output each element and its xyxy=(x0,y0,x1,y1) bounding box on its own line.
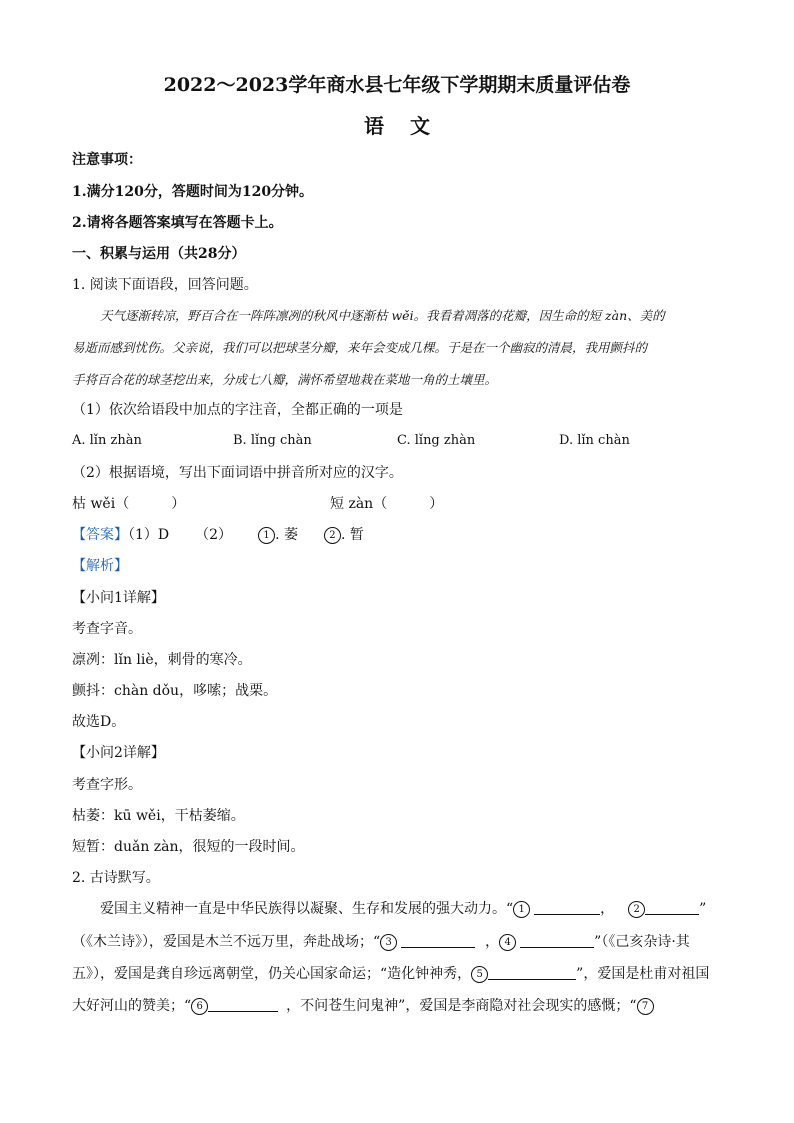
answer-part-1: （1）D xyxy=(128,527,170,543)
answer-part-2: （2） xyxy=(195,527,233,543)
poem-paragraph-line-1 xyxy=(100,899,752,919)
circled-number-2: 2 xyxy=(324,527,341,544)
circled-number-1: 1 xyxy=(258,527,275,544)
poem-paragraph-line-3 xyxy=(72,964,724,984)
circled-number-blank: 7 xyxy=(637,998,654,1015)
sub-q1-line: 颤抖：chàn dǒu，哆嗦；战栗。 xyxy=(72,683,278,699)
circled-number-blank: 4 xyxy=(499,934,516,951)
answer-line xyxy=(72,525,364,545)
section-1-title: 一、积累与运用（共28分） xyxy=(72,246,246,262)
circled-number-blank: 5 xyxy=(471,966,488,983)
answer-blank[interactable] xyxy=(401,933,475,948)
poem-text: ， xyxy=(485,934,500,950)
answer-char-1: . 萎 xyxy=(275,527,298,543)
sub-q2-line: 枯萎：kū wěi，干枯萎缩。 xyxy=(72,808,245,824)
notice-item-2: 2.请将各题答案填写在答题卡上。 xyxy=(72,215,283,231)
answer-char-2: . 暂 xyxy=(340,527,364,543)
question-2-stem: 2. 古诗默写。 xyxy=(72,870,160,886)
sub-q1-heading: 【小问1详解】 xyxy=(72,590,165,606)
analysis-tag: 【解析】 xyxy=(72,558,128,574)
passage-line-3: 手将百合花的球茎挖出来，分成七八瓣，满怀希望地栽在菜地一角的土壤里。 xyxy=(72,372,498,387)
option-a: A. lǐn zhàn xyxy=(72,433,142,448)
circled-number-blank: 3 xyxy=(380,934,397,951)
option-b: B. lǐng chàn xyxy=(233,433,312,448)
answer-blank[interactable] xyxy=(520,933,594,948)
poem-text: ” xyxy=(699,901,707,917)
circled-number-blank: 2 xyxy=(628,901,645,918)
poem-paragraph-line-2 xyxy=(72,932,724,952)
passage-line-2: 易逝而感到忧伤。父亲说，我们可以把球茎分瓣，来年会变成几棵。于是在一个幽寂的清晨，我用颤抖的 xyxy=(72,340,648,355)
option-c: C. lǐng zhàn xyxy=(397,433,476,448)
sub-q1-line: 凛冽：lǐn liè，刺骨的寒冷。 xyxy=(72,652,252,668)
notice-heading: 注意事项： xyxy=(72,152,142,168)
answer-tag: 【答案】 xyxy=(72,527,128,543)
sub-q1-line: 考查字音。 xyxy=(72,621,142,637)
answer-blank[interactable] xyxy=(208,997,278,1012)
sub-q1-line: 故选D。 xyxy=(72,714,126,730)
notice-item-1: 1.满分120分，答题时间为120分钟。 xyxy=(72,184,314,200)
subject-title: 语文 xyxy=(364,114,456,138)
poem-text: ”，爱国是杜甫对祖国 xyxy=(576,966,710,982)
sub-question-1: （1）依次给语段中加点的字注音，全都正确的一项是 xyxy=(72,402,403,418)
poem-text: ， xyxy=(600,901,615,917)
fill-blank-1: 枯 wěi（ ） xyxy=(72,496,186,512)
poem-text: 爱国主义精神一直是中华民族得以凝聚、生存和发展的强大动力。“ xyxy=(100,901,514,917)
poem-text: 五》），爱国是龚自珍远离朝堂，仍关心国家命运；“造化钟神秀， xyxy=(72,966,472,982)
sub-q2-heading: 【小问2详解】 xyxy=(72,745,165,761)
poem-text: （《木兰诗》），爱国是木兰不远万里，奔赴战场；“ xyxy=(72,934,381,950)
question-1-stem: 1. 阅读下面语段，回答问题。 xyxy=(72,277,258,293)
answer-blank[interactable] xyxy=(488,965,576,980)
answer-blank[interactable] xyxy=(534,900,600,915)
poem-text: 大好河山的赞美；“ xyxy=(72,998,192,1014)
circled-number-blank: 6 xyxy=(191,998,208,1015)
answer-blank[interactable] xyxy=(645,900,699,915)
circled-number-blank: 1 xyxy=(513,901,530,918)
sub-q2-line: 短暂：duǎn zàn，很短的一段时间。 xyxy=(72,839,305,855)
poem-text: ”（《己亥杂诗·其 xyxy=(594,934,690,950)
sub-question-2: （2）根据语境，写出下面词语中拼音所对应的汉字。 xyxy=(72,465,403,481)
poem-paragraph-line-4 xyxy=(72,996,724,1016)
passage-line-1: 天气逐渐转凉，野百合在一阵阵凛冽的秋风中逐渐枯 wěi。我看着凋落的花瓣，因生命的短 zàn、美的 xyxy=(100,308,665,323)
exam-title: 2022～2023学年商水县七年级下学期期末质量评估卷 xyxy=(163,74,631,96)
option-d: D. lǐn chàn xyxy=(559,433,630,448)
fill-blank-2: 短 zàn（ ） xyxy=(330,496,444,512)
sub-q2-line: 考查字形。 xyxy=(72,777,142,793)
poem-text: ，不问苍生问鬼神”，爱国是李商隐对社会现实的感慨；“ xyxy=(286,998,637,1014)
